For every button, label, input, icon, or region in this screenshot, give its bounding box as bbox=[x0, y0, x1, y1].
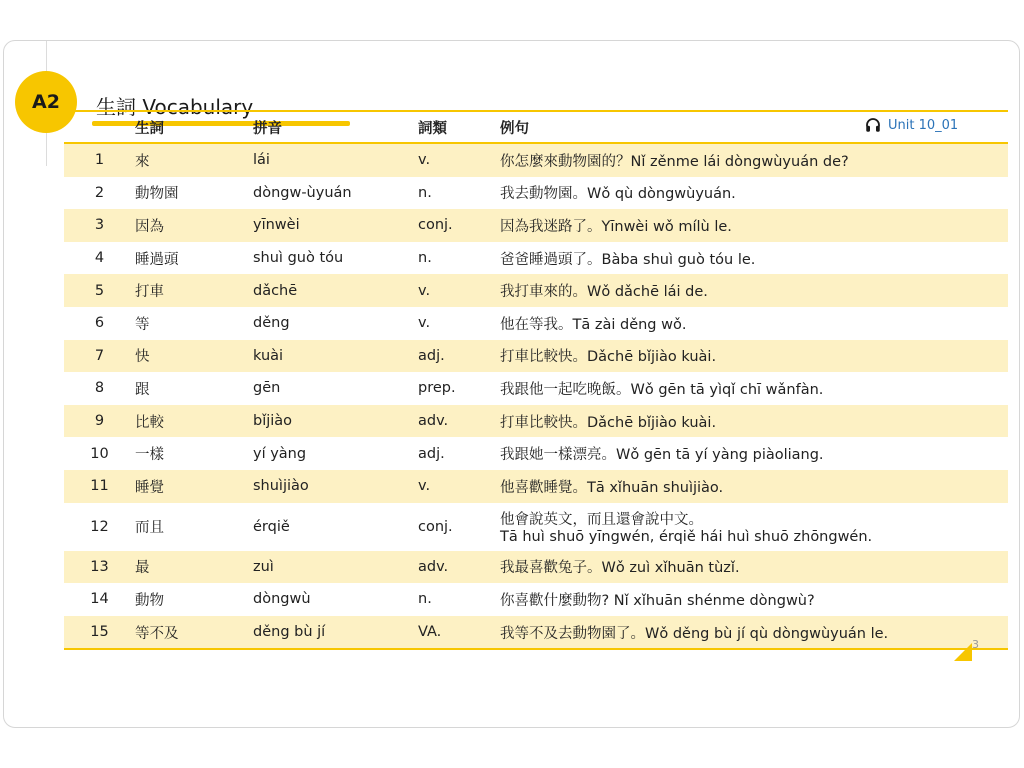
page-number: 3 bbox=[972, 638, 979, 651]
vocab-word: 而且 bbox=[135, 520, 164, 537]
vocab-word: 跟 bbox=[135, 381, 150, 398]
table-row bbox=[64, 209, 1008, 242]
row-number: 9 bbox=[64, 405, 135, 438]
vocab-class: v. bbox=[418, 274, 500, 307]
example-line: 我打車來的。Wǒ dǎchē lái de. bbox=[500, 284, 708, 301]
table-row bbox=[64, 177, 1008, 210]
vocab-class: v. bbox=[418, 143, 500, 177]
example-line: 他喜歡睡覺。Tā xǐhuān shuìjiào. bbox=[500, 479, 724, 496]
row-number: 4 bbox=[94, 250, 105, 267]
vocab-class: prep. bbox=[418, 380, 456, 397]
vocab-example bbox=[500, 583, 1008, 616]
table-row bbox=[64, 340, 1008, 373]
example-line: 我跟他一起吃晚飯。Wǒ gēn tā yìqǐ chī wǎnfàn. bbox=[500, 381, 824, 398]
header-class: 詞類 bbox=[418, 111, 500, 143]
table-row bbox=[64, 405, 1008, 438]
vocab-pinyin: shuì guò tóu bbox=[253, 250, 344, 267]
example-line: 他會說英文，而且還會說中文。 bbox=[500, 512, 703, 529]
vocab-example bbox=[500, 372, 1008, 405]
table-row bbox=[64, 583, 1008, 616]
vocab-example bbox=[500, 551, 1008, 584]
vocab-class: adj. bbox=[418, 340, 500, 373]
table-row bbox=[64, 616, 1008, 650]
example-line: 打車比較快。Dǎchē bǐjiào kuài. bbox=[500, 414, 717, 431]
vocab-class: adv. bbox=[418, 551, 500, 584]
vocab-example bbox=[500, 616, 1008, 650]
vocab-class: v. bbox=[418, 315, 431, 332]
table-row bbox=[64, 143, 1008, 177]
example-line: 你喜歡什麼動物? Nǐ xǐhuān shénme dòngwù? bbox=[500, 592, 815, 609]
vocab-example bbox=[500, 503, 1008, 551]
vocab-class: conj. bbox=[418, 209, 500, 242]
vocab-word: 因為 bbox=[135, 209, 253, 242]
table-row bbox=[64, 307, 1008, 340]
row-number: 6 bbox=[94, 315, 105, 332]
vocab-word: 比較 bbox=[135, 405, 253, 438]
vocab-pinyin: yīnwèi bbox=[253, 209, 418, 242]
vocab-pinyin: bǐjiào bbox=[253, 405, 418, 438]
vocab-class: VA. bbox=[418, 616, 500, 650]
vocab-word: 一樣 bbox=[135, 447, 164, 464]
example-line: Tā huì shuō yīngwén, érqiě hái huì shuō zhōngwén. bbox=[500, 529, 873, 546]
header-word: 生詞 bbox=[135, 111, 253, 143]
table-row bbox=[64, 503, 1008, 551]
row-number: 15 bbox=[64, 616, 135, 650]
example-line: 我最喜歡兔子。Wǒ zuì xǐhuān tùzǐ. bbox=[500, 560, 740, 577]
vocab-word: 最 bbox=[135, 551, 253, 584]
vocab-example bbox=[500, 209, 1008, 242]
vocab-example bbox=[500, 177, 1008, 210]
vocab-word: 等 bbox=[135, 316, 150, 333]
vocab-word: 動物 bbox=[135, 592, 164, 609]
vocab-word: 睡過頭 bbox=[135, 251, 179, 268]
vocab-word: 等不及 bbox=[135, 616, 253, 650]
table-row bbox=[64, 470, 1008, 503]
vocab-class: n. bbox=[418, 184, 432, 201]
page-title: 生詞 Vocabulary bbox=[96, 95, 254, 119]
row-number: 2 bbox=[94, 184, 105, 201]
vocab-example bbox=[500, 470, 1008, 503]
vocab-class: n. bbox=[418, 250, 432, 267]
example-line: 你怎麼來動物園的？Nǐ zěnme lái dòngwùyuán de? bbox=[500, 153, 849, 170]
example-line: 我去動物園。Wǒ qù dòngwùyuán. bbox=[500, 186, 736, 203]
row-number: 8 bbox=[94, 380, 105, 397]
vocab-example bbox=[500, 307, 1008, 340]
example-line: 打車比較快。Dǎchē bǐjiào kuài. bbox=[500, 349, 717, 366]
header-number bbox=[64, 111, 135, 143]
table-row bbox=[64, 437, 1008, 470]
vocab-pinyin: shuìjiào bbox=[253, 470, 418, 503]
example-line: 爸爸睡過頭了。Bàba shuì guò tóu le. bbox=[500, 251, 756, 268]
vocab-pinyin: děng bù jí bbox=[253, 616, 418, 650]
vocab-class: adv. bbox=[418, 405, 500, 438]
row-number: 1 bbox=[64, 143, 135, 177]
table-row bbox=[64, 372, 1008, 405]
header-example: 例句 bbox=[500, 111, 1008, 143]
example-line: 我等不及去動物園了。Wǒ děng bù jí qù dòngwùyuán le. bbox=[500, 625, 889, 642]
vocab-example bbox=[500, 340, 1008, 373]
vocabulary-table bbox=[64, 110, 1008, 650]
page-corner-mark bbox=[954, 643, 972, 661]
vocab-example bbox=[500, 274, 1008, 307]
vocab-pinyin: yí yàng bbox=[253, 445, 307, 462]
vocab-pinyin: zuì bbox=[253, 551, 418, 584]
table-row bbox=[64, 274, 1008, 307]
vocab-example bbox=[500, 143, 1008, 177]
row-number: 3 bbox=[64, 209, 135, 242]
vocab-example bbox=[500, 405, 1008, 438]
vocab-class: adj. bbox=[418, 445, 445, 462]
example-line: 我跟她一樣漂亮。Wǒ gēn tā yí yàng piàoliang. bbox=[500, 447, 824, 464]
row-number: 11 bbox=[64, 470, 135, 503]
example-line: 因為我迷路了。Yīnwèi wǒ mílù le. bbox=[500, 218, 732, 235]
row-number: 5 bbox=[64, 274, 135, 307]
section-badge: A2 bbox=[15, 71, 77, 133]
vocab-pinyin: děng bbox=[253, 315, 290, 332]
row-number: 14 bbox=[90, 591, 109, 608]
vocab-example bbox=[500, 437, 1008, 470]
row-number: 12 bbox=[90, 518, 109, 535]
vocab-class: n. bbox=[418, 591, 432, 608]
vocab-pinyin: gēn bbox=[253, 380, 281, 397]
row-number: 10 bbox=[90, 445, 109, 462]
table-row bbox=[64, 551, 1008, 584]
vocab-word: 來 bbox=[135, 143, 253, 177]
table-row bbox=[64, 242, 1008, 275]
vocab-word: 快 bbox=[135, 340, 253, 373]
vocab-pinyin: dǎchē bbox=[253, 274, 418, 307]
vocab-pinyin: kuài bbox=[253, 340, 418, 373]
vocab-word: 打車 bbox=[135, 274, 253, 307]
vocab-pinyin: dòngwù bbox=[253, 591, 311, 608]
row-number: 7 bbox=[64, 340, 135, 373]
example-line: 他在等我。Tā zài děng wǒ. bbox=[500, 316, 687, 333]
vocab-pinyin: érqiě bbox=[253, 518, 290, 535]
vocab-word: 動物園 bbox=[135, 186, 179, 203]
unit-label: Unit 10_01 bbox=[888, 117, 959, 133]
vocab-pinyin: dòngw-ùyuán bbox=[253, 184, 352, 201]
vocab-class: conj. bbox=[418, 518, 453, 535]
vocab-word: 睡覺 bbox=[135, 470, 253, 503]
row-number: 13 bbox=[64, 551, 135, 584]
table-header-row bbox=[64, 111, 1008, 143]
header-pinyin: 拼音 bbox=[253, 111, 418, 143]
vocab-pinyin: lái bbox=[253, 143, 418, 177]
vocab-example bbox=[500, 242, 1008, 275]
vocab-class: v. bbox=[418, 470, 500, 503]
